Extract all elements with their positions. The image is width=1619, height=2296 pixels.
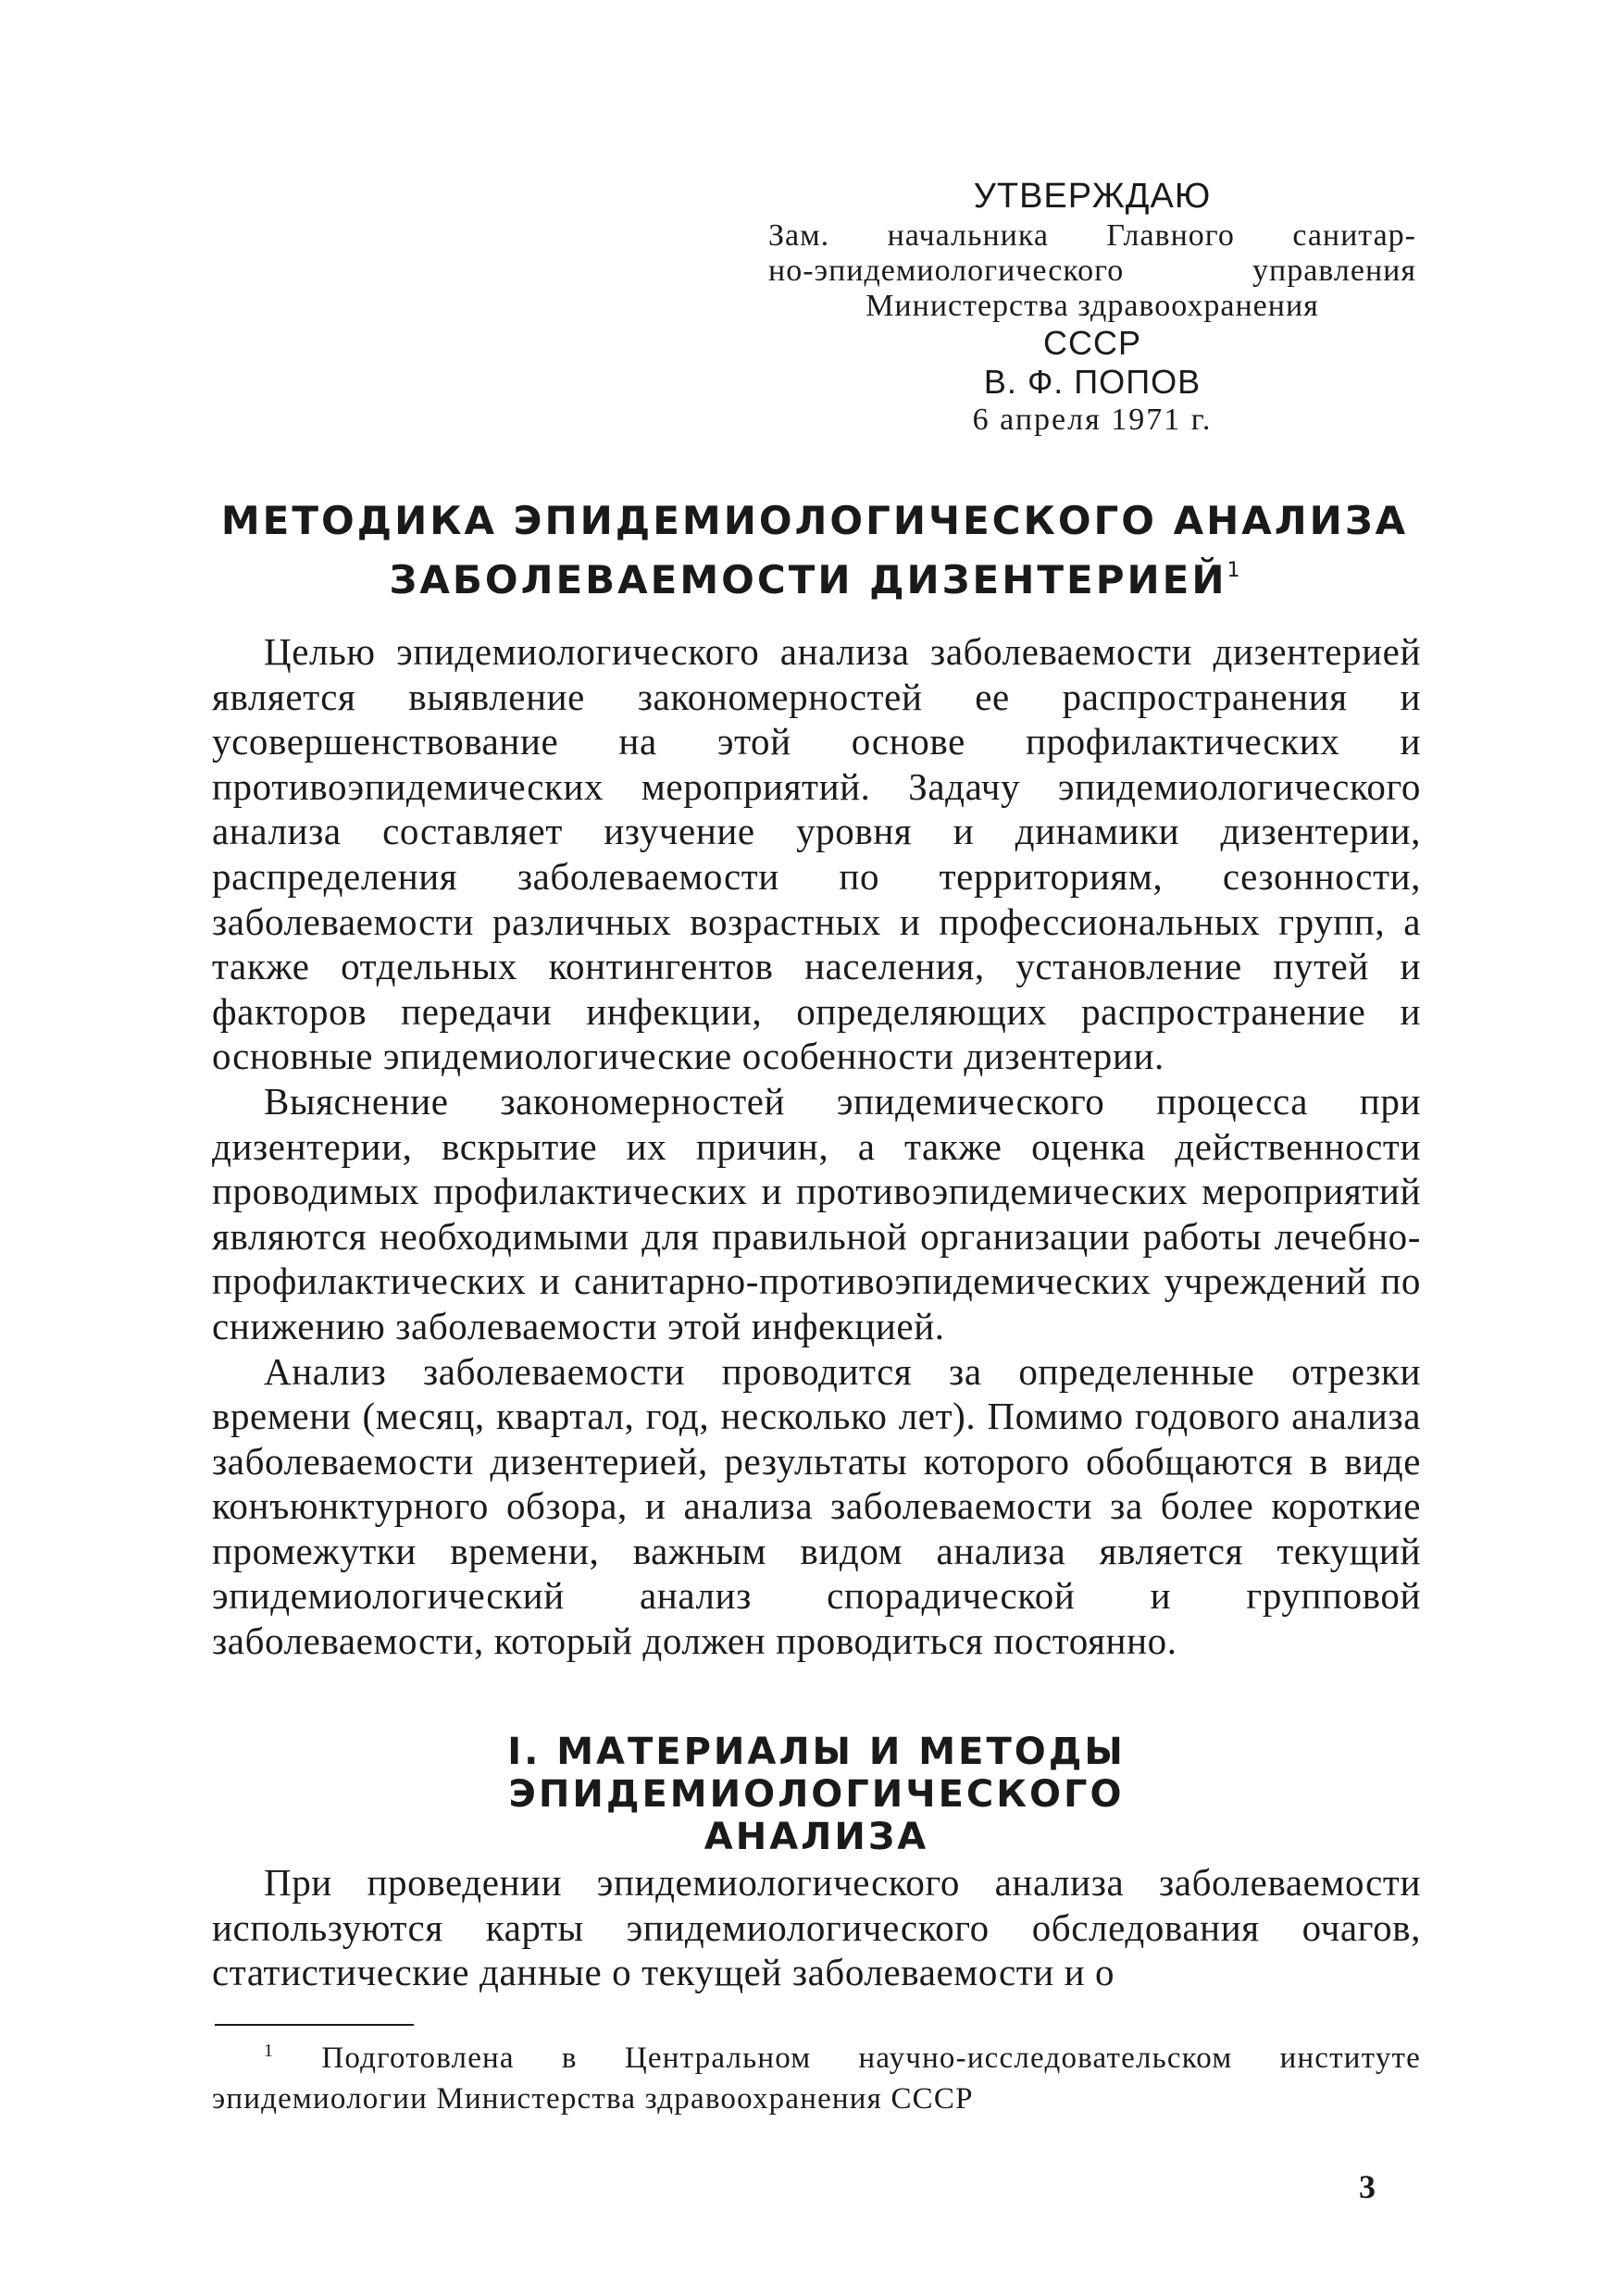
footnote-paragraph [212,2030,1421,2119]
intro-paragraph-2: Выяснение закономерностей эпидемического процесса при дизентерии, вскрытие их причин, а также оценка действенности проводимых профилактических и противоэпидемических мероприятий являются необходимыми для правильной организации работы лечебно-профилактических и санитарно-противоэпидемических учреждений по снижению заболеваемости этой инфекцией. [212,1079,1421,1347]
approval-position-line-1: Зам. начальника Главного санитар- [768,218,1416,253]
section-1-text [212,1860,1421,1995]
footnote-divider [215,2024,414,2026]
page-number: 3 [1359,2168,1376,2205]
section-1-title-line-2: АНАЛИЗА [704,1816,929,1858]
title-footnote-mark: 1 [1227,559,1240,582]
approval-date: 6 апреля 1971 г. [972,403,1213,437]
intro-text [212,629,1421,1664]
document-title-line-2: ЗАБОЛЕВАЕМОСТИ ДИЗЕНТЕРИЕЙ$^1$ [389,557,1240,602]
document-title [213,496,1416,605]
footnote [212,2030,1421,2119]
document-title-line-1: МЕТОДИКА ЭПИДЕМИОЛОГИЧЕСКОГО АНАЛИЗА [220,498,1409,543]
footnote-mark: 1 [264,2041,275,2061]
approval-signatory: В. Ф. ПОПОВ [983,363,1202,401]
approval-block [768,174,1416,439]
section-1-title-line-1: I. МАТЕРИАЛЫ И МЕТОДЫ ЭПИДЕМИОЛОГИЧЕСКОГО [507,1731,1126,1816]
section-1-title [212,1731,1421,1858]
footnote-text: Подготовлена в Центральном научно-исследовательском институте эпидемиологии Министерства здравоохранения СССР [212,2042,1421,2116]
approval-position-line-4: СССР [1042,324,1141,362]
intro-paragraph-3: Анализ заболеваемости проводится за определенные отрезки времени (месяц, квартал, год, несколько лет). Помимо годового анализа заболеваемости дизентерией, результаты которого обобщаются в виде конъюнктурного обзора, и анализа заболеваемости за более короткие промежутки времени, важным видом анализа является текущий эпидемиологический анализ спорадической и групповой заболеваемости, который должен проводиться постоянно. [212,1349,1421,1663]
section-1-paragraph: При проведении эпидемиологического анализа заболеваемости используются карты эпидемиологического обследования очагов, статистические данные о текущей заболеваемости и о [212,1861,1421,1994]
intro-paragraph-1: Целью эпидемиологического анализа заболеваемости дизентерией является выявление закономерностей ее распространения и усовершенствование на этой основе профилактических и противоэпидемических мероприятий. Задачу эпидемиологического анализа составляет изучение уровня и динамики дизентерии, распределения заболеваемости по территориям, сезонности, заболеваемости различных возрастных и профессиональных групп, а также отдельных контингентов населения, установление путей и факторов передачи инфекции, определяющих распространение и основные эпидемиологические особенности дизентерии. [212,630,1421,1078]
approval-position-line-3: Министерства здравоохранения [866,289,1319,323]
approval-heading: УТВЕРЖДАЮ [973,177,1212,216]
approval-position-line-2: но-эпидемиологического управления [768,254,1416,288]
